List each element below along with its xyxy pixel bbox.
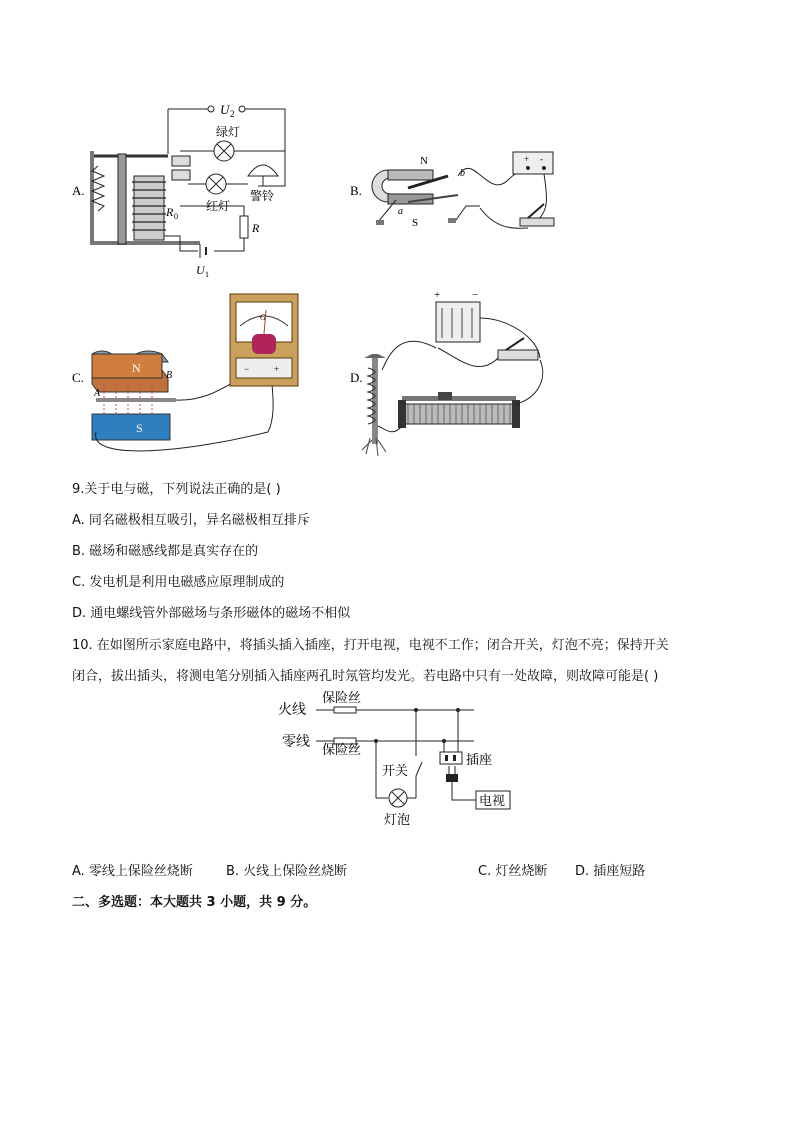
battery-plus: + [434, 289, 441, 301]
u2-sub: 2 [230, 109, 235, 119]
figure-a-relay [68, 96, 308, 281]
q9-option-d[interactable]: D. 通电螺线管外部磁场与条形磁体的磁场不相似 [72, 606, 351, 621]
magnet-n-label: N [420, 155, 428, 167]
red-lamp-label: 红灯 [206, 199, 231, 213]
tv-label: 电视 [479, 794, 506, 809]
galv-plus: + [274, 364, 280, 374]
green-lamp-label: 绿灯 [216, 125, 241, 139]
q10-option-c[interactable]: C. 灯丝烧断 [478, 864, 548, 879]
u2-label: U [220, 102, 230, 117]
fuse-top-label: 保险丝 [322, 691, 362, 706]
live-wire-label: 火线 [278, 702, 306, 718]
q9-stem: 9.关于电与磁，下列说法正确的是( ) [72, 482, 281, 497]
rail-b-label: b [460, 168, 465, 179]
switch-label: 开关 [382, 764, 409, 779]
q10-option-d[interactable]: D. 插座短路 [575, 864, 646, 879]
c-a-label: A [94, 388, 101, 399]
q10-stem-line2: 闭合，拔出插头，将测电笔分别插入插座两孔时氖管均发光。若电路中只有一处故障，则故障可能是( ) [72, 669, 659, 684]
galvanometer-g: G [260, 313, 266, 322]
galv-minus: − [244, 364, 250, 374]
section-heading-multi-choice: 二、多选题：本大题共 3 小题，共 9 分。 [72, 895, 317, 910]
fuse-bottom-label: 保险丝 [322, 743, 362, 758]
figure-c-letter: C. [72, 370, 84, 385]
u1-sub: 1 [205, 270, 209, 279]
figure-c-galvanometer [68, 292, 318, 462]
q10-option-b[interactable]: B. 火线上保险丝烧断 [226, 864, 348, 879]
battery-minus: − [472, 289, 479, 301]
alarm-label: 警铃 [250, 189, 275, 203]
c-b-label: B [166, 370, 173, 381]
figure-b-rails [348, 140, 568, 240]
r-label: R [252, 221, 260, 235]
r0-label: R [166, 205, 174, 219]
neutral-wire-label: 零线 [282, 734, 310, 750]
c-n-label: N [132, 361, 141, 375]
figure-d-electromagnet [348, 288, 558, 468]
q9-option-a[interactable]: A. 同名磁极相互吸引，异名磁极相互排斥 [72, 513, 310, 528]
figure-b-letter: B. [350, 183, 362, 198]
meter-plus: + [524, 154, 530, 164]
q10-circuit-diagram [278, 690, 528, 830]
r0-sub: 0 [174, 212, 178, 221]
figure-d-letter: D. [350, 370, 363, 385]
q10-option-a[interactable]: A. 零线上保险丝烧断 [72, 864, 193, 879]
u1-label: U [196, 263, 205, 277]
q9-option-c[interactable]: C. 发电机是利用电磁感应原理制成的 [72, 575, 285, 590]
bulb-label: 灯泡 [384, 813, 411, 828]
q10-stem-line1: 10. 在如图所示家庭电路中，将插头插入插座，打开电视，电视不工作；闭合开关，灯泡不亮；保持开关 [72, 638, 669, 653]
rail-a-label: a [398, 206, 403, 217]
meter-minus: - [540, 154, 543, 164]
q9-option-b[interactable]: B. 磁场和磁感线都是真实存在的 [72, 544, 259, 559]
c-s-label: S [136, 421, 143, 435]
figure-a-letter: A. [72, 183, 85, 198]
socket-label: 插座 [466, 753, 493, 768]
magnet-s-label: S [412, 217, 419, 229]
